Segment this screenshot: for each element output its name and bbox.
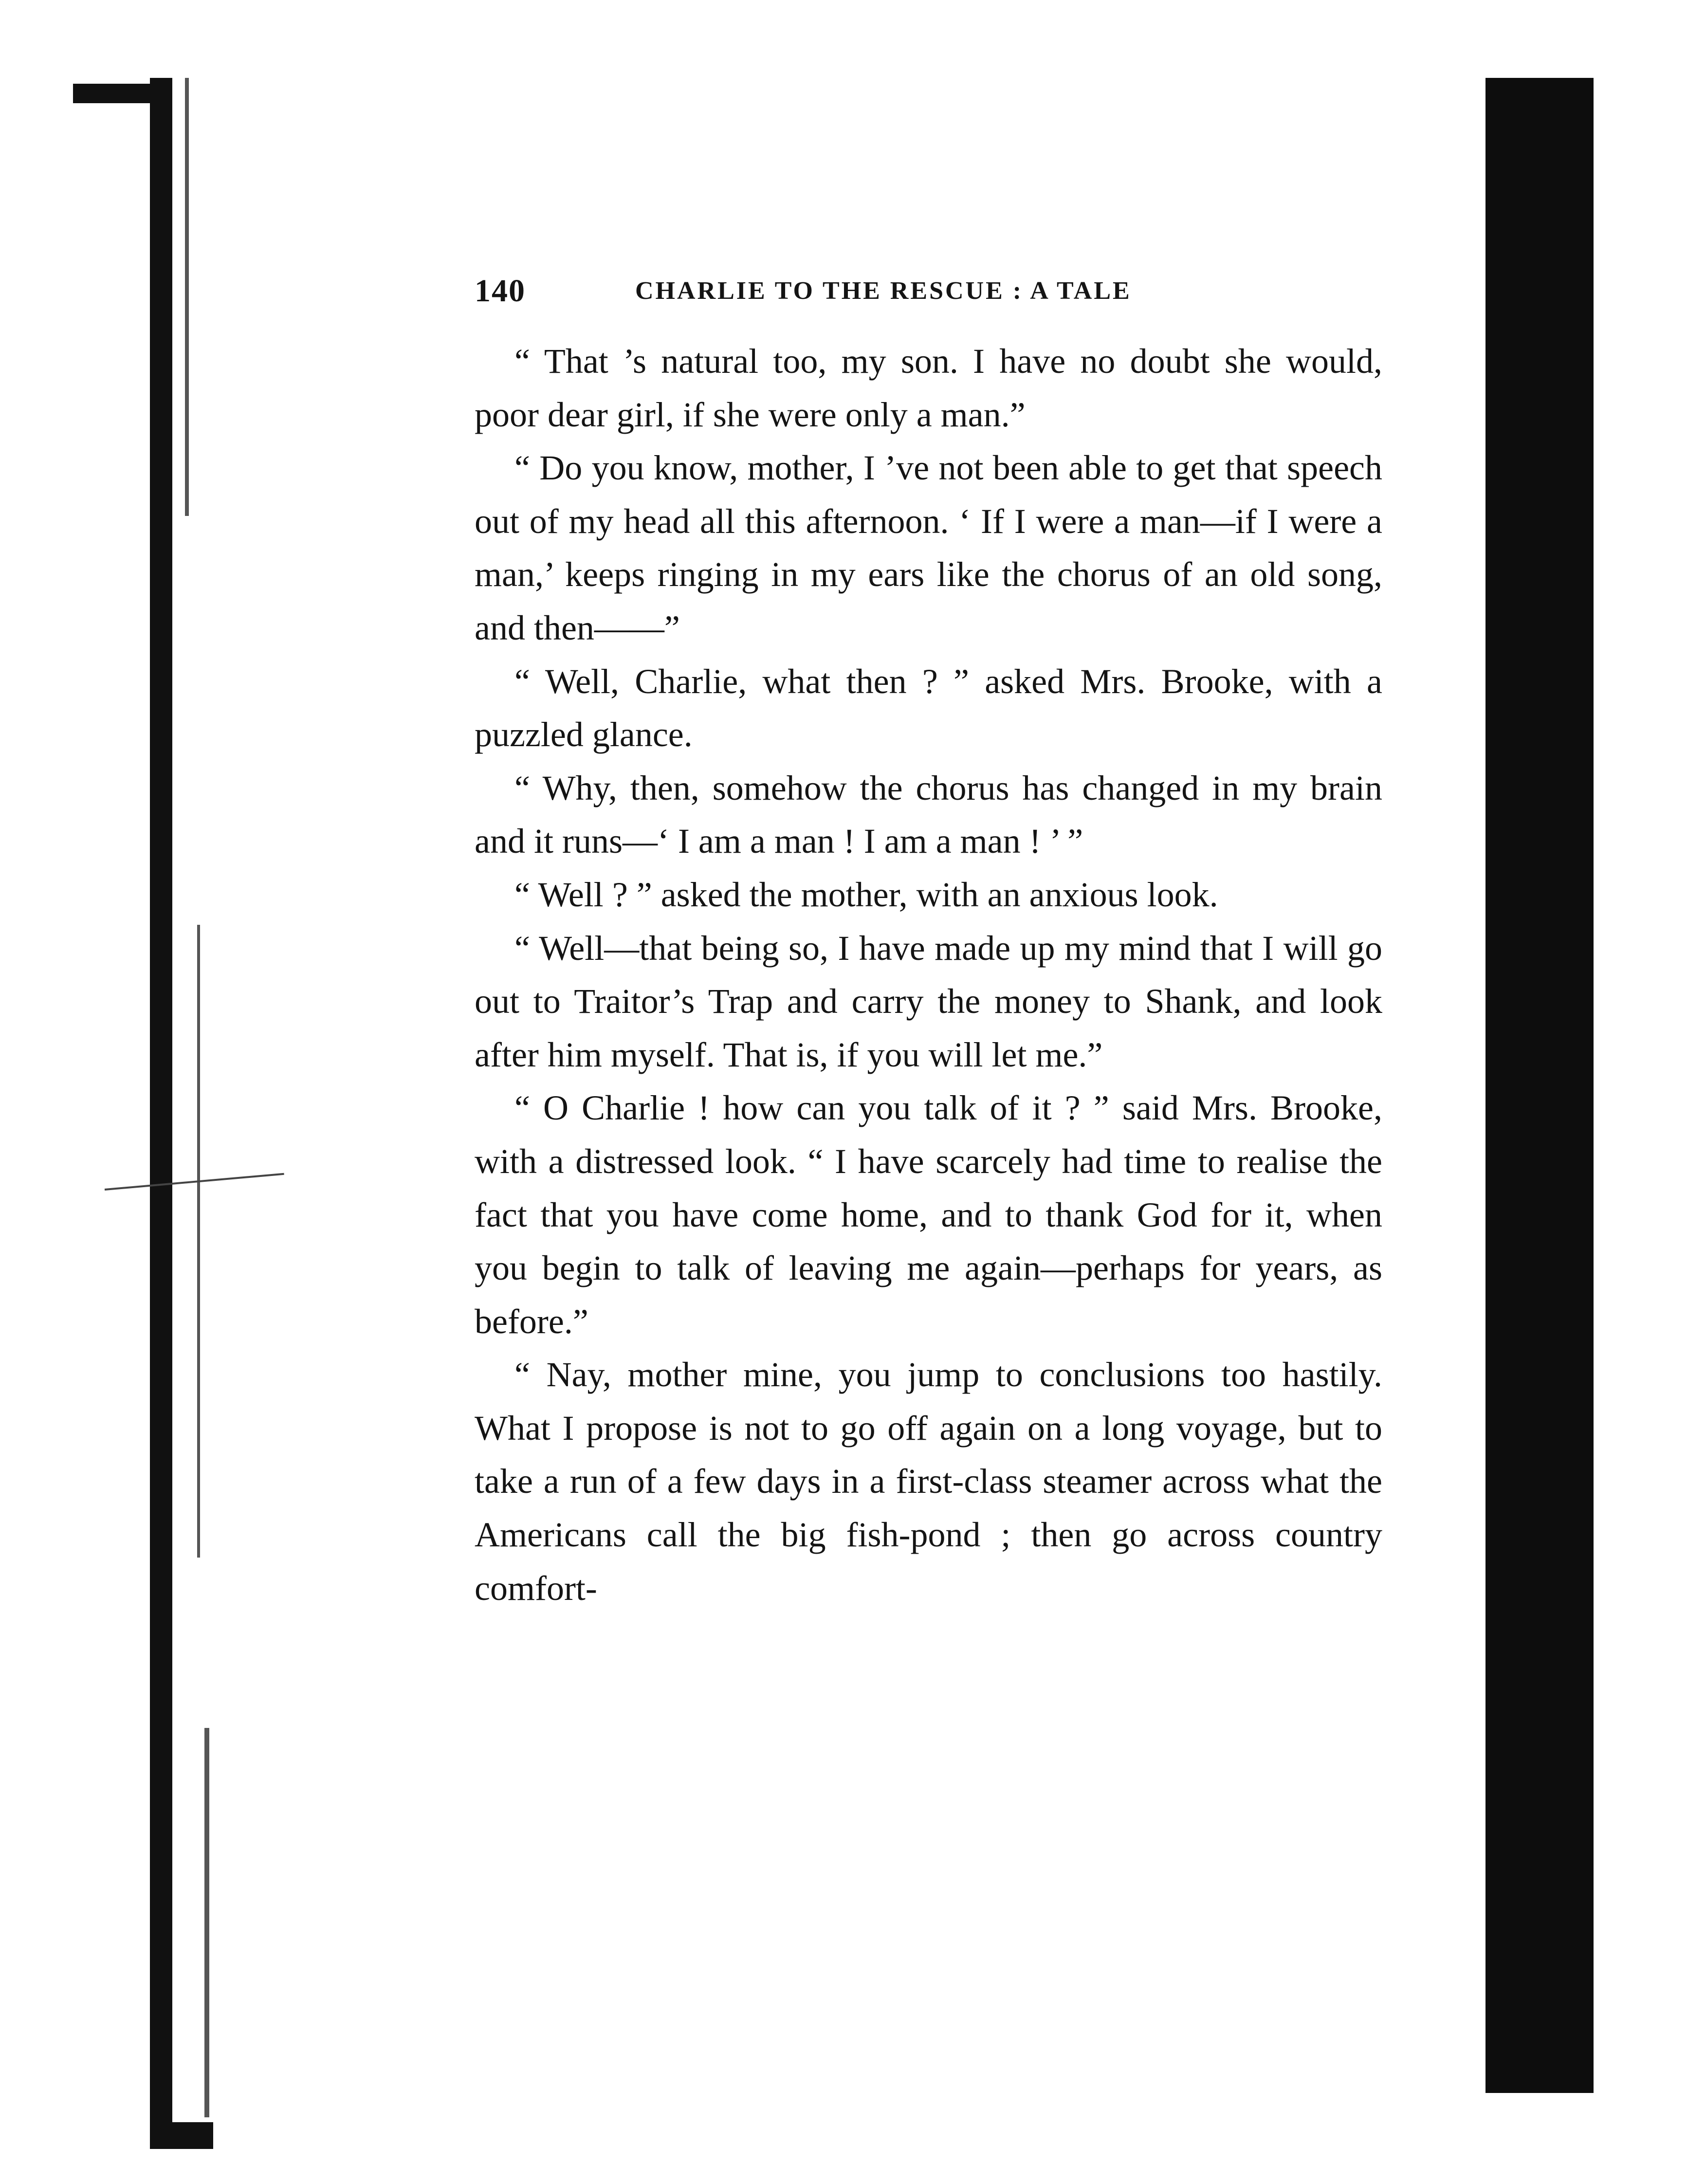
paragraph: “ Why, then, somehow the chorus has changed in my brain and it runs—‘ I am a man ! I am a man ! ’ ” <box>475 768 1382 861</box>
paragraph: “ That ’s natural too, my son. I have no doubt she would, poor dear girl, if she were only a man.” <box>475 342 1382 434</box>
page-number: 140 <box>475 273 526 309</box>
running-head <box>475 273 1382 312</box>
left-gutter-shadow <box>150 78 172 2149</box>
paragraph: “ Well—that being so, I have made up my mind that I will go out to Traitor’s Trap and carry the money to Shank, and look after him myself. That is, if you will let me.” <box>475 928 1382 1074</box>
left-gutter-cap <box>73 84 170 103</box>
scan-speckle <box>197 925 200 1558</box>
scan-speckle <box>185 78 189 516</box>
left-gutter-foot <box>150 2122 213 2149</box>
scan-speckle <box>204 1728 209 2117</box>
paragraph: “ Nay, mother mine, you jump to conclusions too hastily. What I propose is not to go off again on a long voyage, but to take a run of a few days in a first-class steamer across what the Americans call the big fish-pond ; then go across country comfort- <box>475 1355 1382 1608</box>
book-page <box>475 273 1382 1615</box>
paragraph: “ Do you know, mother, I ’ve not been able to get that speech out of my head all this afternoon. ‘ If I were a man—if I were a man,’ keeps ringing in my ears like the chorus of an old song, and then——” <box>475 448 1382 647</box>
paragraph: “ Well ? ” asked the mother, with an anxious look. <box>514 875 1218 914</box>
stray-scan-line <box>105 1173 284 1191</box>
body-text <box>475 335 1382 1615</box>
paragraph: “ O Charlie ! how can you talk of it ? ” said Mrs. Brooke, with a distressed look. “ I have scarcely had time to realise the fact that you have come home, and to thank God for it, when you begin to talk of leaving me again—perhaps for years, as before.” <box>475 1088 1382 1341</box>
running-title: CHARLIE TO THE RESCUE : A TALE <box>635 277 1132 305</box>
paragraph: “ Well, Charlie, what then ? ” asked Mrs. Brooke, with a puzzled glance. <box>475 661 1382 754</box>
right-binding-shadow <box>1485 78 1594 2093</box>
